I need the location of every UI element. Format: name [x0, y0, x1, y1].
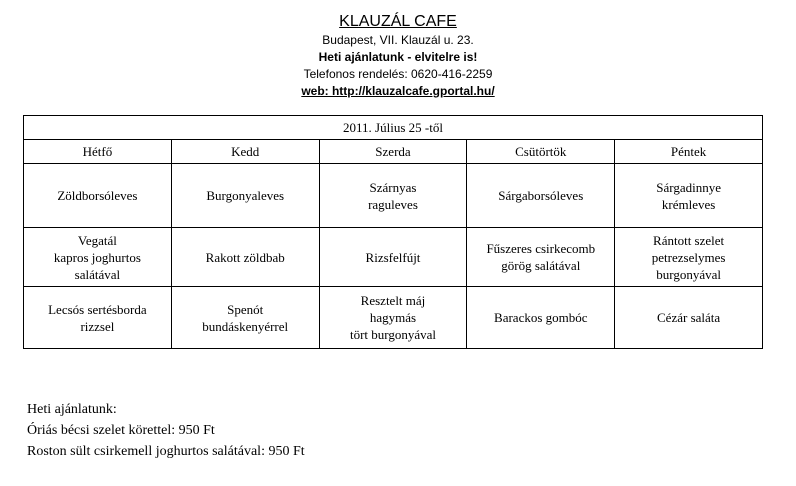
cafe-address: Budapest, VII. Klauzál u. 23. [322, 33, 474, 47]
table-row [24, 228, 763, 287]
menu-cell: Fűszeres csirkecomb görög salátával [467, 228, 615, 287]
weekly-menu-table [23, 115, 763, 349]
day-header-friday: Péntek [615, 140, 763, 164]
menu-cell: Rizsfelfújt [319, 228, 467, 287]
menu-cell: Szárnyas raguleves [319, 164, 467, 228]
cafe-header [0, 12, 796, 99]
menu-cell: Zöldborsóleves [24, 164, 172, 228]
menu-cell: Barackos gombóc [467, 287, 615, 349]
cafe-web-link[interactable]: web: http://klauzalcafe.gportal.hu/ [301, 84, 495, 98]
cafe-title: KLAUZÁL CAFE [339, 13, 457, 30]
day-header-tuesday: Kedd [171, 140, 319, 164]
table-row [24, 140, 763, 164]
menu-cell: Vegatál kapros joghurtos salátával [24, 228, 172, 287]
menu-cell: Lecsós sertésborda rizzsel [24, 287, 172, 349]
table-row [24, 116, 763, 140]
weekly-offer-item: Roston sült csirkemell joghurtos salátával: 950 Ft [27, 444, 305, 459]
menu-cell: Rántott szelet petrezselymes burgonyával [615, 228, 763, 287]
menu-cell: Burgonyaleves [171, 164, 319, 228]
day-header-thursday: Csütörtök [467, 140, 615, 164]
cafe-tagline: Heti ajánlatunk - elvitelre is! [318, 50, 478, 64]
menu-cell: Sárgaborsóleves [467, 164, 615, 228]
menu-cell: Sárgadinnye krémleves [615, 164, 763, 228]
menu-cell: Rakott zöldbab [171, 228, 319, 287]
table-row [24, 287, 763, 349]
weekly-offers-heading: Heti ajánlatunk: [27, 402, 117, 417]
menu-cell: Resztelt máj hagymás tört burgonyával [319, 287, 467, 349]
cafe-phone: Telefonos rendelés: 0620-416-2259 [303, 67, 493, 81]
day-header-monday: Hétfő [24, 140, 172, 164]
weekly-offer-item: Óriás bécsi szelet körettel: 950 Ft [27, 423, 215, 438]
weekly-offers [27, 399, 305, 462]
menu-date: 2011. Július 25 -től [24, 116, 763, 140]
table-row [24, 164, 763, 228]
menu-cell: Cézár saláta [615, 287, 763, 349]
day-header-wednesday: Szerda [319, 140, 467, 164]
menu-cell: Spenót bundáskenyérrel [171, 287, 319, 349]
